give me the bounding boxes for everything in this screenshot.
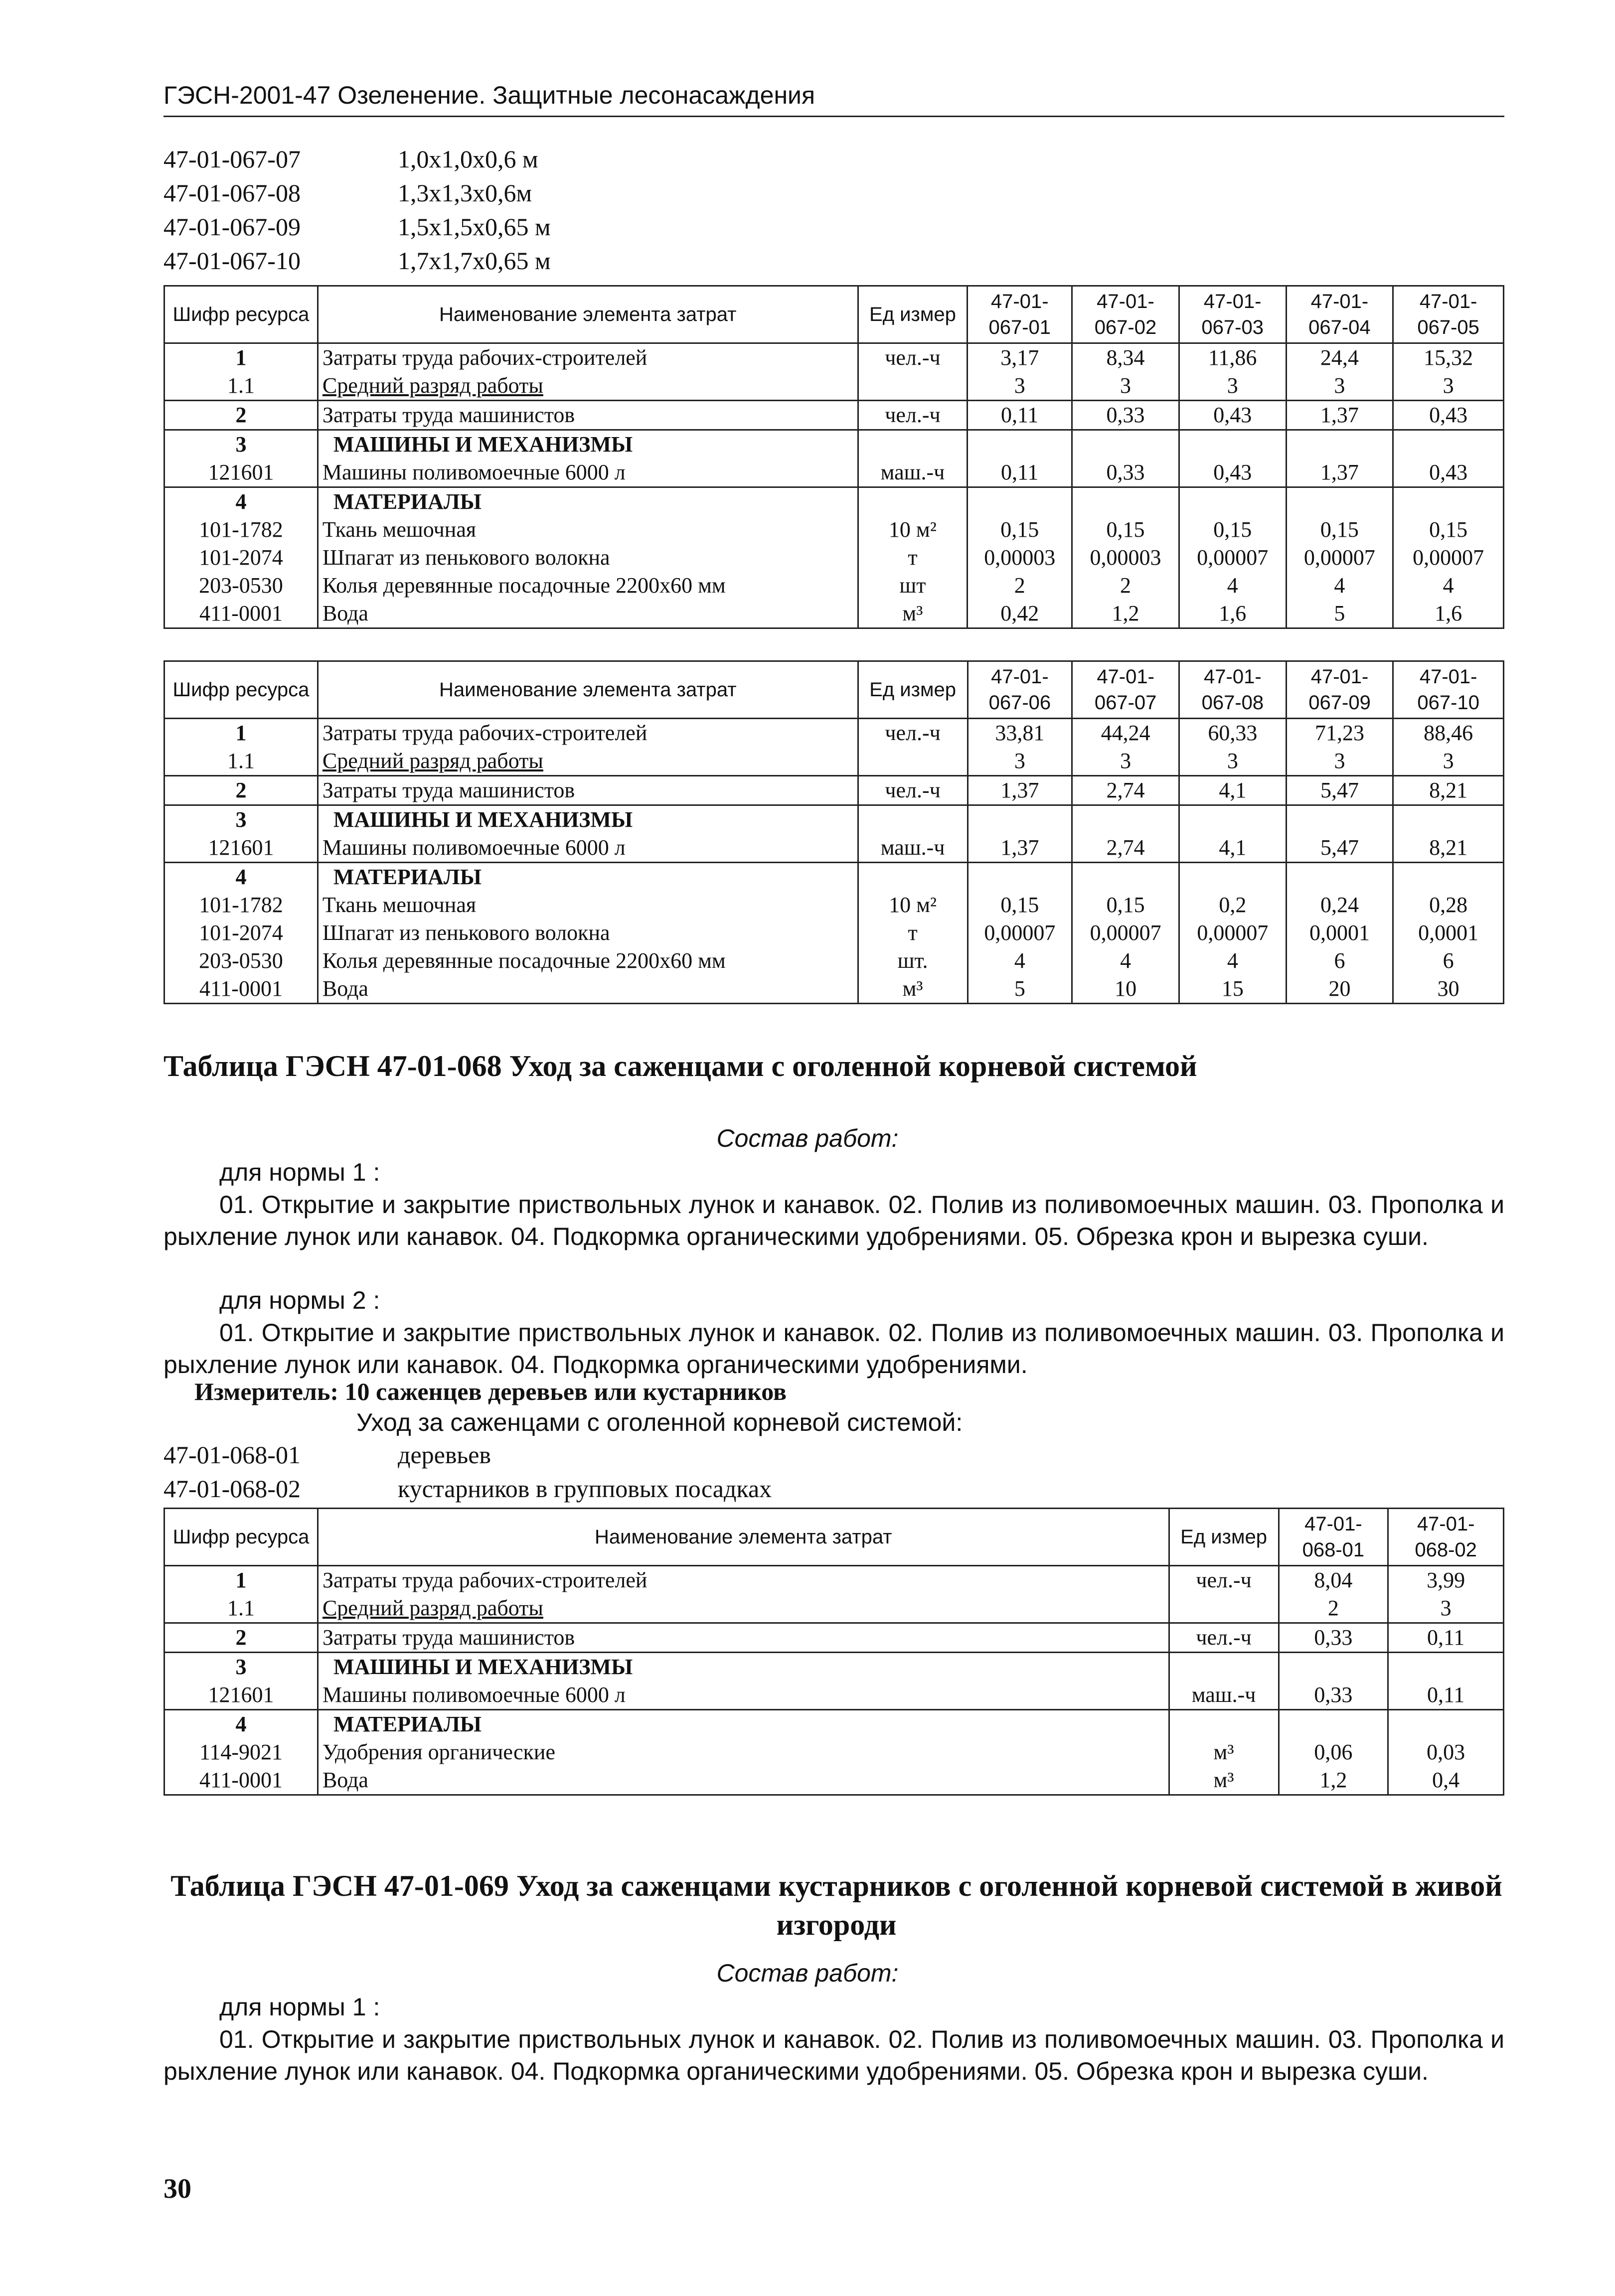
- col-header-norm: 47-01- 068-02: [1388, 1509, 1504, 1566]
- norm-code-row: [163, 210, 551, 244]
- cell-value: 0,42: [968, 600, 1072, 628]
- cell-shifr: 2: [164, 1623, 318, 1653]
- cell-shifr: 101-2074: [164, 919, 318, 947]
- cell-value: 4,1: [1179, 776, 1287, 805]
- cell-value: 1,37: [1286, 459, 1393, 487]
- cell-unit: [1169, 1594, 1279, 1623]
- table-row: [164, 1766, 1504, 1795]
- cell-value: 0,00003: [1072, 544, 1179, 572]
- cell-value: [1279, 1653, 1388, 1682]
- cell-value: 3: [1286, 747, 1393, 776]
- cell-value: 1,37: [968, 834, 1072, 863]
- cell-value: 3: [1072, 747, 1179, 776]
- col-header-name: Наименование элемента затрат: [318, 1509, 1169, 1566]
- cell-shifr: 3: [164, 805, 318, 834]
- table-row: [164, 947, 1504, 975]
- cell-name: Ткань мешочная: [318, 516, 858, 544]
- table-row: [164, 1681, 1504, 1710]
- cell-name: [318, 372, 858, 401]
- table-row: [164, 544, 1504, 572]
- norm-code-desc: 1,5x1,5x0,65 м: [398, 213, 551, 241]
- cell-unit: маш.-ч: [1169, 1681, 1279, 1710]
- cell-unit: шт: [858, 572, 968, 600]
- cell-unit: м³: [1169, 1738, 1279, 1766]
- cell-value: 3: [1393, 372, 1504, 401]
- cell-value: 6: [1393, 947, 1504, 975]
- cell-shifr: 101-1782: [164, 891, 318, 919]
- cell-value: 15: [1179, 975, 1287, 1004]
- cell-name: Машины поливомоечные 6000 л: [318, 834, 858, 863]
- col-header-shifr: Шифр ресурса: [164, 286, 318, 343]
- cell-value: 0,00007: [1179, 544, 1286, 572]
- norm-code-row: [163, 1472, 772, 1506]
- table-row: [164, 805, 1504, 834]
- cell-value: [1072, 430, 1179, 459]
- cell-value: 5: [968, 975, 1072, 1004]
- cell-name: [318, 747, 858, 776]
- cell-value: 4,1: [1179, 834, 1287, 863]
- table-row: [164, 516, 1504, 544]
- norm-code: 47-01-067-09: [163, 213, 301, 241]
- col-header-unit: Ед измер: [858, 661, 968, 719]
- cell-name-text: Средний разряд работы: [322, 749, 543, 773]
- cell-value: [1286, 805, 1393, 834]
- cell-value: 5,47: [1286, 776, 1393, 805]
- cell-value: 8,21: [1393, 834, 1504, 863]
- norm-codes-068: [163, 1438, 772, 1506]
- table-row: [164, 863, 1504, 892]
- col-header-norm: 47-01- 067-07: [1072, 661, 1179, 719]
- resource-table-067-1: [163, 285, 1504, 629]
- cell-value: [1388, 1653, 1504, 1682]
- norm-code-row: [163, 1438, 772, 1472]
- cell-unit: т: [858, 544, 968, 572]
- cell-shifr: 1: [164, 343, 318, 372]
- cell-unit: м³: [858, 975, 968, 1004]
- cell-value: 4: [1393, 572, 1504, 600]
- table-title-069: Таблица ГЭСН 47-01-069 Уход за саженцами кустарников с оголенной корневой системой в живой изгороди: [170, 1869, 1502, 1941]
- cell-value: 4: [1179, 947, 1287, 975]
- cell-shifr: 1.1: [164, 747, 318, 776]
- col-header-norm: 47-01- 067-05: [1393, 286, 1504, 343]
- norm-code-row: [163, 142, 551, 176]
- cell-shifr: 4: [164, 863, 318, 892]
- cell-unit: маш.-ч: [858, 834, 968, 863]
- cell-shifr: 2: [164, 776, 318, 805]
- cell-value: 0,11: [968, 459, 1072, 487]
- cell-value: 6: [1286, 947, 1393, 975]
- cell-value: [1179, 487, 1286, 516]
- resource-table-068: [163, 1508, 1504, 1796]
- cell-name-text: Средний разряд работы: [322, 1596, 543, 1620]
- cell-name: МАШИНЫ И МЕХАНИЗМЫ: [318, 805, 858, 834]
- table-row: [164, 719, 1504, 748]
- cell-name: Затраты труда рабочих-строителей: [318, 719, 858, 748]
- cell-name: Затраты труда рабочих-строителей: [318, 343, 858, 372]
- cell-value: [1393, 487, 1504, 516]
- cell-value: 4: [1072, 947, 1179, 975]
- cell-value: 0,06: [1279, 1738, 1388, 1766]
- cell-value: 0,00003: [968, 544, 1072, 572]
- cell-shifr: 411-0001: [164, 600, 318, 628]
- table-row: [164, 919, 1504, 947]
- cell-value: 3: [1388, 1594, 1504, 1623]
- table-row: [164, 834, 1504, 863]
- cell-value: [1072, 805, 1179, 834]
- cell-shifr: 1.1: [164, 372, 318, 401]
- col-header-norm: 47-01- 067-10: [1393, 661, 1504, 719]
- cell-shifr: 1.1: [164, 1594, 318, 1623]
- cell-value: 2,74: [1072, 834, 1179, 863]
- cell-value: 0,15: [968, 516, 1072, 544]
- cell-value: 0,11: [1388, 1623, 1504, 1653]
- table-row: [164, 1738, 1504, 1766]
- table-row: [164, 401, 1504, 430]
- cell-value: 4: [1179, 572, 1286, 600]
- cell-unit: [1169, 1710, 1279, 1739]
- cell-unit: [858, 863, 968, 892]
- norm-code-desc: деревьев: [398, 1441, 491, 1469]
- norm-code: 47-01-068-02: [163, 1475, 301, 1503]
- cell-value: 0,43: [1179, 459, 1286, 487]
- cell-value: 1,6: [1179, 600, 1286, 628]
- cell-shifr: 3: [164, 430, 318, 459]
- cell-value: 3: [1286, 372, 1393, 401]
- table-row: [164, 459, 1504, 487]
- cell-value: 88,46: [1393, 719, 1504, 748]
- norm-code: 47-01-067-10: [163, 247, 301, 275]
- cell-value: 0,00007: [968, 919, 1072, 947]
- cell-value: [1072, 863, 1179, 892]
- cell-value: 3: [1072, 372, 1179, 401]
- cell-name: [318, 1594, 1169, 1623]
- cell-value: 0,43: [1179, 401, 1286, 430]
- cell-value: 1,6: [1393, 600, 1504, 628]
- cell-unit: т: [858, 919, 968, 947]
- table-row: [164, 975, 1504, 1004]
- cell-value: 3: [968, 372, 1072, 401]
- cell-value: 0,24: [1286, 891, 1393, 919]
- cell-value: 0,43: [1393, 459, 1504, 487]
- col-header-norm: 47-01- 067-09: [1286, 661, 1393, 719]
- cell-shifr: 121601: [164, 834, 318, 863]
- table-row: [164, 747, 1504, 776]
- cell-unit: [1169, 1653, 1279, 1682]
- cell-value: 0,15: [1072, 891, 1179, 919]
- cell-value: [1179, 430, 1286, 459]
- cell-value: 5,47: [1286, 834, 1393, 863]
- cell-value: 2: [1279, 1594, 1388, 1623]
- cell-name: МАШИНЫ И МЕХАНИЗМЫ: [318, 430, 858, 459]
- cell-value: [1279, 1710, 1388, 1739]
- cell-unit: [858, 805, 968, 834]
- cell-value: 0,03: [1388, 1738, 1504, 1766]
- col-header-norm: 47-01- 067-06: [968, 661, 1072, 719]
- col-header-norm: 47-01- 067-02: [1072, 286, 1179, 343]
- cell-unit: чел.-ч: [858, 776, 968, 805]
- cell-value: 2,74: [1072, 776, 1179, 805]
- table-row: [164, 1566, 1504, 1595]
- cell-name: Колья деревянные посадочные 2200x60 мм: [318, 572, 858, 600]
- norm-code-desc: 1,7x1,7x0,65 м: [398, 247, 551, 275]
- col-header-norm: 47-01- 067-08: [1179, 661, 1287, 719]
- cell-value: 0,15: [1072, 516, 1179, 544]
- cell-value: 0,43: [1393, 401, 1504, 430]
- cell-shifr: 411-0001: [164, 1766, 318, 1795]
- cell-value: 0,28: [1393, 891, 1504, 919]
- cell-name: Шпагат из пенькового волокна: [318, 919, 858, 947]
- norm-codes-list: [163, 142, 551, 278]
- table-title-068: Таблица ГЭСН 47-01-068 Уход за саженцами с оголенной корневой системой: [163, 1050, 1197, 1082]
- cell-value: 4: [1286, 572, 1393, 600]
- cell-name: МАШИНЫ И МЕХАНИЗМЫ: [318, 1653, 1169, 1682]
- cell-value: 15,32: [1393, 343, 1504, 372]
- cell-unit: чел.-ч: [1169, 1566, 1279, 1595]
- norm-code-row: [163, 244, 551, 278]
- cell-name-text: Средний разряд работы: [322, 373, 543, 398]
- cell-shifr: 4: [164, 487, 318, 516]
- cell-unit: шт.: [858, 947, 968, 975]
- cell-value: [1393, 805, 1504, 834]
- cell-value: [1179, 805, 1287, 834]
- cell-unit: чел.-ч: [858, 401, 968, 430]
- cell-name: Машины поливомоечные 6000 л: [318, 459, 858, 487]
- cell-value: 60,33: [1179, 719, 1287, 748]
- cell-unit: [858, 372, 968, 401]
- norm-code-desc: кустарников в групповых посадках: [398, 1475, 772, 1503]
- cell-value: 2: [1072, 572, 1179, 600]
- subtitle-068: Уход за саженцами с оголенной корневой системой:: [356, 1408, 963, 1436]
- table-row: [164, 600, 1504, 628]
- cell-value: 2: [968, 572, 1072, 600]
- cell-value: 0,00007: [1072, 919, 1179, 947]
- composition-label-069: Состав работ:: [716, 1959, 899, 1987]
- cell-shifr: 411-0001: [164, 975, 318, 1004]
- table-row: [164, 572, 1504, 600]
- cell-value: 8,34: [1072, 343, 1179, 372]
- cell-value: 1,37: [968, 776, 1072, 805]
- cell-value: 4: [968, 947, 1072, 975]
- norm1-text-068: 01. Открытие и закрытие приствольных лунок и канавок. 02. Полив из поливомоечных машин. 03. Прополка и рыхление лунок или канавок. 04. Подкормка органическими удобрениями. 05. Обрезка крон и вырезка суши.: [163, 1191, 1504, 1250]
- cell-unit: чел.-ч: [858, 343, 968, 372]
- col-header-unit: Ед измер: [858, 286, 968, 343]
- cell-value: 0,0001: [1286, 919, 1393, 947]
- cell-value: [968, 863, 1072, 892]
- cell-name: Затраты труда рабочих-строителей: [318, 1566, 1169, 1595]
- col-header-shifr: Шифр ресурса: [164, 1509, 318, 1566]
- cell-value: [1393, 430, 1504, 459]
- cell-value: [1286, 863, 1393, 892]
- cell-value: 1,2: [1072, 600, 1179, 628]
- cell-value: 1,2: [1279, 1766, 1388, 1795]
- cell-unit: [858, 430, 968, 459]
- col-header-norm: 47-01- 067-01: [968, 286, 1072, 343]
- cell-name: Затраты труда машинистов: [318, 776, 858, 805]
- cell-value: 24,4: [1286, 343, 1393, 372]
- cell-value: 33,81: [968, 719, 1072, 748]
- cell-unit: 10 м²: [858, 516, 968, 544]
- cell-value: 0,15: [1286, 516, 1393, 544]
- cell-value: 0,15: [968, 891, 1072, 919]
- table-row: [164, 1653, 1504, 1682]
- norm-code-desc: 1,0x1,0x0,6 м: [398, 145, 538, 173]
- cell-unit: чел.-ч: [858, 719, 968, 748]
- cell-value: 0,4: [1388, 1766, 1504, 1795]
- cell-shifr: 101-1782: [164, 516, 318, 544]
- cell-unit: маш.-ч: [858, 459, 968, 487]
- cell-value: 0,0001: [1393, 919, 1504, 947]
- cell-value: [968, 487, 1072, 516]
- cell-value: [1388, 1710, 1504, 1739]
- cell-shifr: 101-2074: [164, 544, 318, 572]
- page-header: ГЭСН-2001-47 Озеленение. Защитные лесонасаждения: [163, 81, 1504, 117]
- table-row: [164, 891, 1504, 919]
- cell-value: 11,86: [1179, 343, 1286, 372]
- table-row: [164, 1710, 1504, 1739]
- meter-068: Измеритель: 10 саженцев деревьев или кустарников: [194, 1378, 787, 1405]
- cell-unit: чел.-ч: [1169, 1623, 1279, 1653]
- cell-shifr: 121601: [164, 459, 318, 487]
- cell-shifr: 1: [164, 719, 318, 748]
- table-row: [164, 487, 1504, 516]
- norm1-text-069: 01. Открытие и закрытие приствольных лунок и канавок. 02. Полив из поливомоечных машин. 03. Прополка и рыхление лунок или канавок. 04. Подкормка органическими удобрениями. 05. Обрезка крон и вырезка суши.: [163, 2025, 1504, 2085]
- cell-value: 0,11: [1388, 1681, 1504, 1710]
- cell-name: Вода: [318, 600, 858, 628]
- cell-value: 3: [1393, 747, 1504, 776]
- cell-value: 44,24: [1072, 719, 1179, 748]
- cell-value: [968, 805, 1072, 834]
- norm-code: 47-01-067-08: [163, 179, 301, 207]
- cell-value: 0,33: [1279, 1623, 1388, 1653]
- norm-code-desc: 1,3x1,3x0,6м: [398, 179, 532, 207]
- cell-name: МАТЕРИАЛЫ: [318, 487, 858, 516]
- norm-code-row: [163, 176, 551, 210]
- col-header-shifr: Шифр ресурса: [164, 661, 318, 719]
- table-row: [164, 343, 1504, 372]
- cell-value: 5: [1286, 600, 1393, 628]
- table-row: [164, 1623, 1504, 1653]
- col-header-norm: 47-01- 068-01: [1279, 1509, 1388, 1566]
- norm2-text-068: 01. Открытие и закрытие приствольных лунок и канавок. 02. Полив из поливомоечных машин. 03. Прополка и рыхление лунок или канавок. 04. Подкормка органическими удобрениями.: [163, 1319, 1504, 1378]
- cell-value: [1286, 487, 1393, 516]
- cell-value: 20: [1286, 975, 1393, 1004]
- cell-name: Колья деревянные посадочные 2200x60 мм: [318, 947, 858, 975]
- cell-value: 8,21: [1393, 776, 1504, 805]
- table-row: [164, 776, 1504, 805]
- cell-value: [1393, 863, 1504, 892]
- cell-value: 3: [968, 747, 1072, 776]
- norm-code: 47-01-067-07: [163, 145, 301, 173]
- cell-shifr: 114-9021: [164, 1738, 318, 1766]
- cell-shifr: 2: [164, 401, 318, 430]
- cell-value: 3,17: [968, 343, 1072, 372]
- table-row: [164, 1594, 1504, 1623]
- cell-shifr: 121601: [164, 1681, 318, 1710]
- cell-value: 0,15: [1393, 516, 1504, 544]
- table-row: [164, 430, 1504, 459]
- cell-name: Вода: [318, 1766, 1169, 1795]
- cell-value: [1286, 430, 1393, 459]
- col-header-unit: Ед измер: [1169, 1509, 1279, 1566]
- cell-value: 30: [1393, 975, 1504, 1004]
- cell-value: 0,00007: [1393, 544, 1504, 572]
- cell-name: Удобрения органические: [318, 1738, 1169, 1766]
- cell-value: 1,37: [1286, 401, 1393, 430]
- cell-unit: м³: [858, 600, 968, 628]
- cell-unit: м³: [1169, 1766, 1279, 1795]
- cell-value: 0,33: [1072, 401, 1179, 430]
- cell-value: 3,99: [1388, 1566, 1504, 1595]
- cell-value: 10: [1072, 975, 1179, 1004]
- cell-unit: [858, 487, 968, 516]
- cell-value: [968, 430, 1072, 459]
- cell-value: 0,00007: [1286, 544, 1393, 572]
- cell-shifr: 4: [164, 1710, 318, 1739]
- page-number: 30: [163, 2173, 191, 2204]
- cell-shifr: 1: [164, 1566, 318, 1595]
- cell-name: Машины поливомоечные 6000 л: [318, 1681, 1169, 1710]
- col-header-name: Наименование элемента затрат: [318, 661, 858, 719]
- cell-unit: 10 м²: [858, 891, 968, 919]
- cell-value: 0,2: [1179, 891, 1287, 919]
- cell-name: МАТЕРИАЛЫ: [318, 863, 858, 892]
- cell-value: 3: [1179, 372, 1286, 401]
- norm2-label-068: для нормы 2 :: [219, 1286, 380, 1314]
- cell-value: 0,00007: [1179, 919, 1287, 947]
- table-row: [164, 372, 1504, 401]
- cell-name: Ткань мешочная: [318, 891, 858, 919]
- cell-value: 0,11: [968, 401, 1072, 430]
- cell-name: Затраты труда машинистов: [318, 401, 858, 430]
- cell-shifr: 203-0530: [164, 947, 318, 975]
- cell-shifr: 203-0530: [164, 572, 318, 600]
- cell-shifr: 3: [164, 1653, 318, 1682]
- cell-value: 0,15: [1179, 516, 1286, 544]
- cell-name: Шпагат из пенькового волокна: [318, 544, 858, 572]
- col-header-norm: 47-01- 067-03: [1179, 286, 1286, 343]
- col-header-norm: 47-01- 067-04: [1286, 286, 1393, 343]
- cell-unit: [858, 747, 968, 776]
- cell-value: 3: [1179, 747, 1287, 776]
- cell-value: 8,04: [1279, 1566, 1388, 1595]
- cell-value: 0,33: [1279, 1681, 1388, 1710]
- norm1-label-069: для нормы 1 :: [219, 1993, 380, 2021]
- cell-value: [1072, 487, 1179, 516]
- col-header-name: Наименование элемента затрат: [318, 286, 858, 343]
- cell-name: Затраты труда машинистов: [318, 1623, 1169, 1653]
- cell-value: 71,23: [1286, 719, 1393, 748]
- norm-code: 47-01-068-01: [163, 1441, 301, 1469]
- cell-value: [1179, 863, 1287, 892]
- norm1-label-068: для нормы 1 :: [219, 1158, 380, 1186]
- composition-label-068: Состав работ:: [716, 1124, 899, 1152]
- cell-name: Вода: [318, 975, 858, 1004]
- resource-table-067-2: [163, 660, 1504, 1004]
- cell-value: 0,33: [1072, 459, 1179, 487]
- cell-name: МАТЕРИАЛЫ: [318, 1710, 1169, 1739]
